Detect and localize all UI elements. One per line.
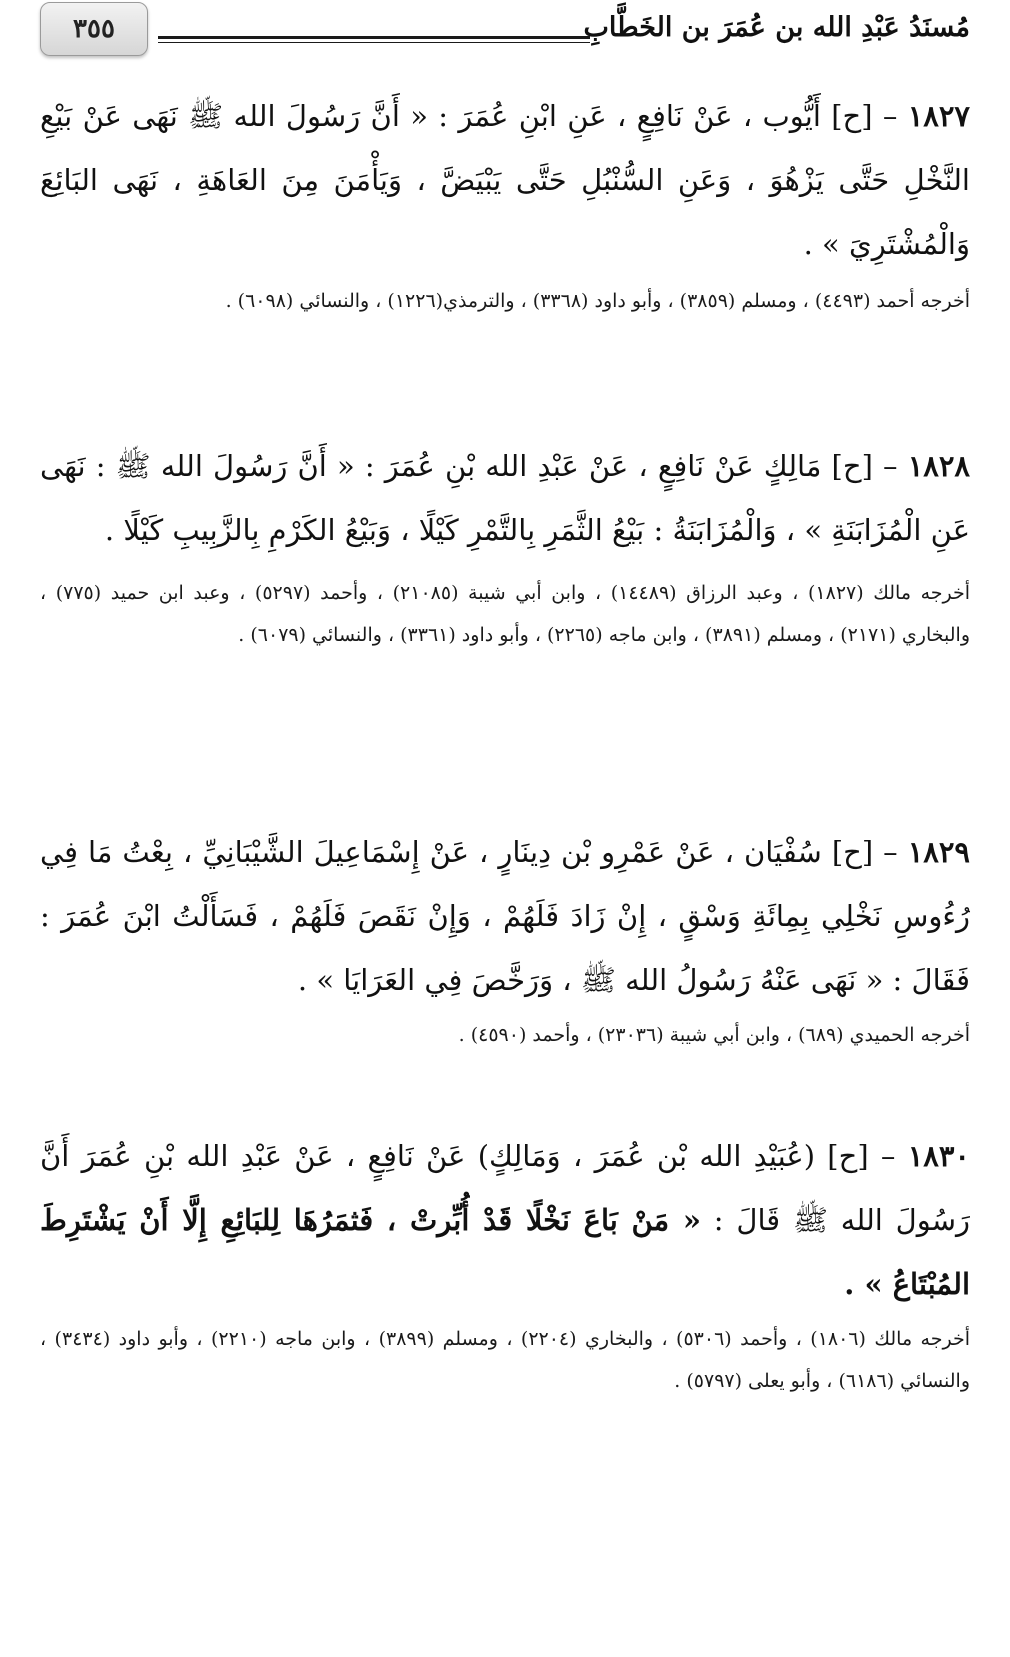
header-rule-thin: [158, 42, 590, 43]
hadith-body: – [ح] سُفْيَان ، عَنْ عَمْرِو بْن دِينَارٍ ، عَنْ إِسْمَاعِيلَ الشَّيْبَانِيِّ ، بِعْتُ مَا فِي رُءُوسِ نَخْلِي بِمِائَةِ وَسْقٍ ، إِنْ زَادَ فَلَهُمْ ، وَإِنْ نَقَصَ فَلَهُمْ ، فَسَأَلْتُ ابْنَ عُمَرَ : فَقَالَ : « نَهَى عَنْهُ رَسُولُ الله ﷺ ، وَرَخَّصَ فِي العَرَايَا » .: [40, 835, 970, 997]
hadith-number: ١٨٣٠: [907, 1139, 970, 1173]
hadith-text: [40, 820, 970, 1012]
hadith-body: – [ح] (عُبَيْدِ الله بْن عُمَرَ ، وَمَالِكٍ) عَنْ نَافِعٍ ، عَنْ عَبْدِ الله بْنِ عُمَرَ أَنَّ رَسُولَ الله ﷺ قَالَ :: [40, 1139, 970, 1237]
hadith-text: [40, 84, 970, 276]
hadith-text: [40, 1124, 970, 1316]
header-rule: [158, 36, 590, 39]
hadith-entry: [40, 820, 970, 1056]
hadith-text: [40, 434, 970, 562]
hadith-number: ١٨٢٧: [907, 99, 970, 133]
page-header: [40, 0, 970, 62]
takhrij-note: أخرجه مالك (١٨٢٧) ، وعبد الرزاق (١٤٤٨٩) ، وابن أبي شيبة (٢١٠٨٥) ، وأحمد (٥٢٩٧) ، وعبد ابن حميد (٧٧٥) ، والبخاري (٢١٧١) ، ومسلم (٣٨٩١) ، وابن ماجه (٢٢٦٥) ، وأبو داود (٣٣٦١) ، والنسائي (٦٠٧٩) .: [40, 582, 971, 646]
hadith-body: – [ح] مَالِكٍ عَنْ نَافِعٍ ، عَنْ عَبْدِ الله بْنِ عُمَرَ : « أَنَّ رَسُولَ الله ﷺ : نَهَى عَنِ الْمُزَابَنَةِ » ، وَالْمُزَابَنَةُ : بَيْعُ الثَّمَرِ بِالتَّمْرِ كَيْلًا ، وَبَيْعُ الكَرْمِ بِالزَّبِيبِ كَيْلًا .: [40, 449, 970, 547]
hadith-body: – [ح] أَيُّوب ، عَنْ نَافِعٍ ، عَنِ ابْنِ عُمَرَ : « أَنَّ رَسُولَ الله ﷺ نَهَى عَنْ بَيْعِ النَّخْلِ حَتَّى يَزْهُوَ ، وَعَنِ السُّنْبُلِ حَتَّى يَبْيَضَّ ، وَيَأْمَنَ مِنَ العَاهَةِ ، نَهَى البَائِعَ وَالْمُشْتَرِيَ » .: [40, 99, 970, 261]
hadith-quote-bold: « مَنْ بَاعَ نَخْلًا قَدْ أُبِّرتْ ، فَثمَرُهَا لِلبَائِعِ إِلَّا أَنْ يَشْتَرِطَ المُبْتَاعُ » .: [40, 1203, 970, 1301]
book-page: [40, 0, 970, 1657]
takhrij-note: أخرجه أحمد (٤٤٩٣) ، ومسلم (٣٨٥٩) ، وأبو داود (٣٣٦٨) ، والترمذي(١٢٢٦) ، والنسائي (٦٠٩٨) .: [225, 290, 970, 312]
hadith-number: ١٨٢٨: [907, 449, 970, 483]
hadith-number: ١٨٢٩: [907, 835, 970, 869]
page-number-tab: [40, 2, 148, 56]
takhrij-note: أخرجه مالك (١٨٠٦) ، وأحمد (٥٣٠٦) ، والبخاري (٢٢٠٤) ، ومسلم (٣٨٩٩) ، وابن ماجه (٢٢١٠) ، وأبو داود (٣٤٣٤) ، والنسائي (٦١٨٦) ، وأبو يعلى (٥٧٩٧) .: [40, 1328, 970, 1392]
running-title: مُسنَدُ عَبْدِ الله بن عُمَرَ بن الخَطَّابِ: [583, 12, 970, 43]
hadith-entry: [40, 434, 970, 656]
takhrij-note: أخرجه الحميدي (٦٨٩) ، وابن أبي شيبة (٢٣٠٣٦) ، وأحمد (٤٥٩٠) .: [458, 1024, 970, 1046]
page-number: ٣٥٥: [73, 14, 115, 44]
hadith-entry: [40, 1124, 970, 1402]
hadith-entry: [40, 84, 970, 322]
